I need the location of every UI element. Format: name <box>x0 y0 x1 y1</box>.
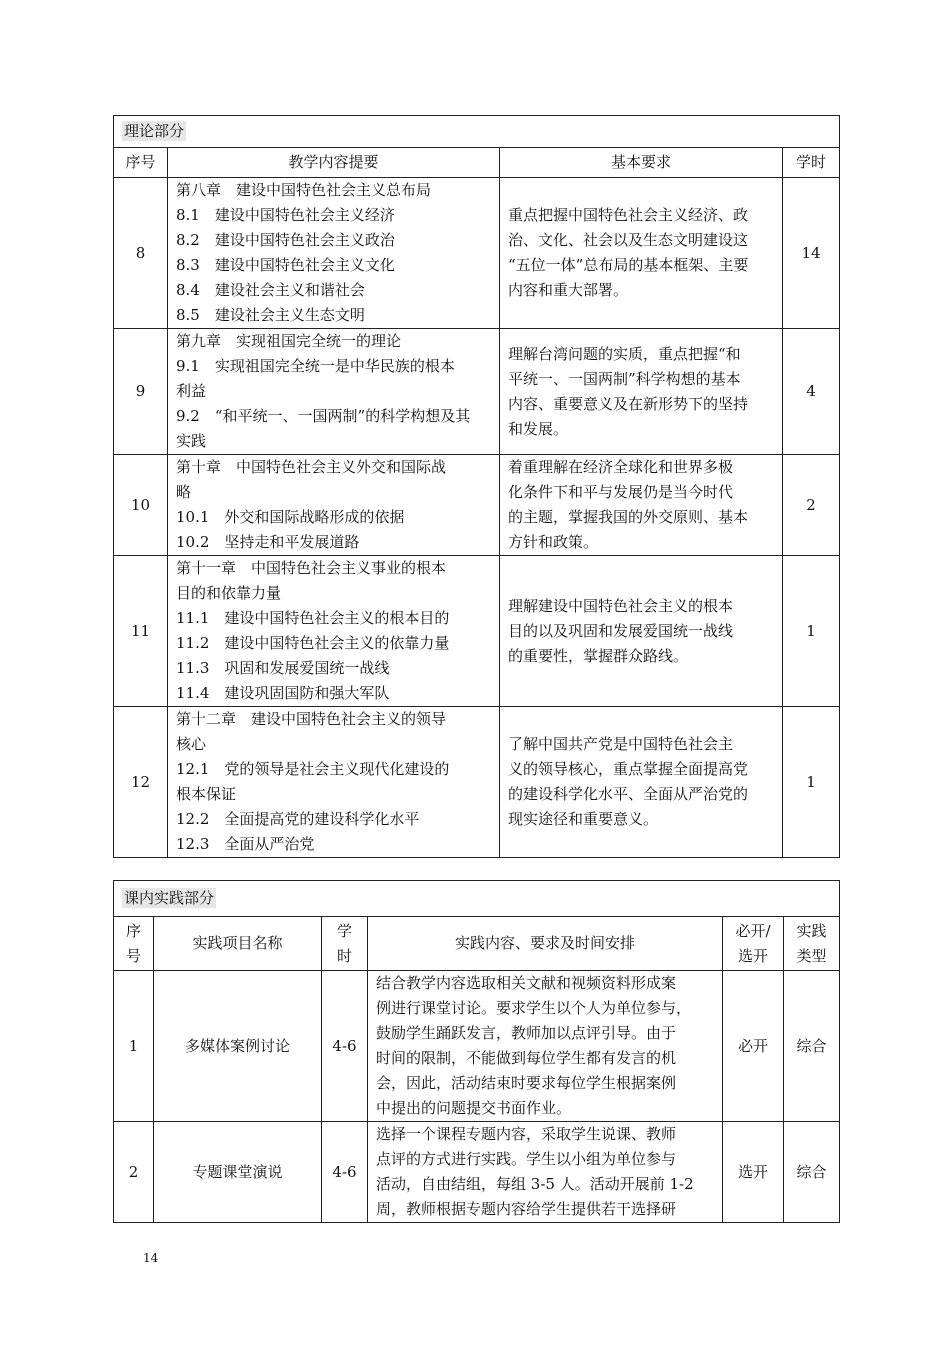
header-hours: 学 时 <box>322 917 368 971</box>
row-practice-content: 选择一个课程专题内容，采取学生说课、教师 点评的方式进行实践。学生以小组为单位参与 活动，自由结组，每组 3-5 人。活动开展前 1-2 周，教师根据专题内容给学生提供若干选择研 <box>368 1122 723 1223</box>
row-content: 第九章 实现祖国完全统一的理论 9.1 实现祖国完全统一是中华民族的根本 利益 9.2 “和平统一、一国两制”的科学构想及其 实践 <box>168 329 500 455</box>
table-row <box>114 971 840 1122</box>
row-hours: 1 <box>783 556 840 707</box>
row-hours: 4 <box>783 329 840 455</box>
row-num: 9 <box>114 329 168 455</box>
row-hours: 4-6 <box>322 1122 368 1223</box>
row-num: 2 <box>114 1122 154 1223</box>
header-practice-content: 实践内容、要求及时间安排 <box>368 917 723 971</box>
row-num: 11 <box>114 556 168 707</box>
table-row <box>114 178 840 329</box>
table-row <box>114 329 840 455</box>
row-practice-content: 结合教学内容选取相关文献和视频资料形成案 例进行课堂讨论。要求学生以个人为单位参与， 鼓励学生踊跃发言，教师加以点评引导。由于 时间的限制，不能做到每位学生都有发言的机 会，因此，活动结束时要求每位学生根据案例 中提出的问题提交书面作业。 <box>368 971 723 1122</box>
row-project-name: 多媒体案例讨论 <box>154 971 322 1122</box>
row-requirement: 理解建设中国特色社会主义的根本 目的以及巩固和发展爱国统一战线 的重要性，掌握群众路线。 <box>500 556 783 707</box>
header-project-name: 实践项目名称 <box>154 917 322 971</box>
row-required: 选开 <box>723 1122 784 1223</box>
row-project-name: 专题课堂演说 <box>154 1122 322 1223</box>
row-content: 第八章 建设中国特色社会主义总布局 8.1 建设中国特色社会主义经济 8.2 建设中国特色社会主义政治 8.3 建设中国特色社会主义文化 8.4 建设社会主义和谐社会 8.5 建设社会主义生态文明 <box>168 178 500 329</box>
row-num: 8 <box>114 178 168 329</box>
theory-section-title: 理论部分 <box>114 116 840 148</box>
header-content: 教学内容提要 <box>168 148 500 178</box>
row-requirement: 理解台湾问题的实质，重点把握“和 平统一、一国两制”科学构想的基本 内容、重要意义及在新形势下的坚持 和发展。 <box>500 329 783 455</box>
row-num: 10 <box>114 455 168 556</box>
row-num: 12 <box>114 707 168 858</box>
row-type: 综合 <box>784 1122 840 1223</box>
header-requirement: 基本要求 <box>500 148 783 178</box>
row-hours: 14 <box>783 178 840 329</box>
practice-section-title: 课内实践部分 <box>114 881 840 917</box>
row-hours: 4-6 <box>322 971 368 1122</box>
row-required: 必开 <box>723 971 784 1122</box>
row-hours: 1 <box>783 707 840 858</box>
table-row <box>114 455 840 556</box>
row-requirement: 着重理解在经济全球化和世界多极 化条件下和平与发展仍是当今时代 的主题，掌握我国的外交原则、基本 方针和政策。 <box>500 455 783 556</box>
table-row <box>114 556 840 707</box>
row-requirement: 重点把握中国特色社会主义经济、政 治、文化、社会以及生态文明建设这 “五位一体”总布局的基本框架、主要 内容和重大部署。 <box>500 178 783 329</box>
table-row <box>114 1122 840 1223</box>
table-row <box>114 707 840 858</box>
header-type: 实践 类型 <box>784 917 840 971</box>
header-required: 必开/ 选开 <box>723 917 784 971</box>
header-hours: 学时 <box>783 148 840 178</box>
theory-header-row <box>114 148 840 178</box>
practice-table <box>113 880 840 1223</box>
row-content: 第十章 中国特色社会主义外交和国际战 略 10.1 外交和国际战略形成的依据 10.2 坚持走和平发展道路 <box>168 455 500 556</box>
header-num: 序 号 <box>114 917 154 971</box>
theory-table <box>113 115 840 858</box>
row-content: 第十二章 建设中国特色社会主义的领导 核心 12.1 党的领导是社会主义现代化建设的 根本保证 12.2 全面提高党的建设科学化水平 12.3 全面从严治党 <box>168 707 500 858</box>
page-number: 14 <box>143 1251 159 1265</box>
row-requirement: 了解中国共产党是中国特色社会主 义的领导核心，重点掌握全面提高党 的建设科学化水平、全面从严治党的 现实途径和重要意义。 <box>500 707 783 858</box>
header-num: 序号 <box>114 148 168 178</box>
row-content: 第十一章 中国特色社会主义事业的根本 目的和依靠力量 11.1 建设中国特色社会主义的根本目的 11.2 建设中国特色社会主义的依靠力量 11.3 巩固和发展爱国统一战线 11.4 建设巩固国防和强大军队 <box>168 556 500 707</box>
row-num: 1 <box>114 971 154 1122</box>
practice-header-row <box>114 917 840 971</box>
row-type: 综合 <box>784 971 840 1122</box>
row-hours: 2 <box>783 455 840 556</box>
